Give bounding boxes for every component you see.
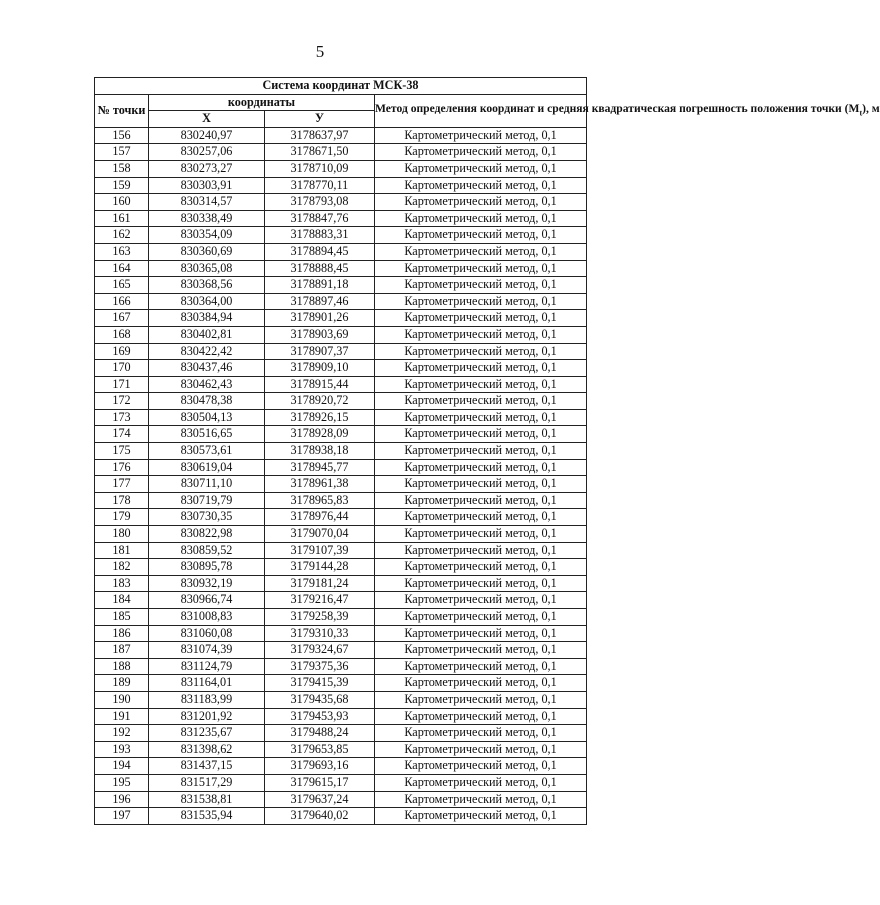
x-coordinate-cell: 830257,06 bbox=[149, 144, 265, 161]
x-coordinate-cell: 830711,10 bbox=[149, 476, 265, 493]
y-coordinate-cell: 3179310,33 bbox=[265, 625, 375, 642]
method-cell: Картометрический метод, 0,1 bbox=[375, 144, 587, 161]
x-coordinate-cell: 831437,15 bbox=[149, 758, 265, 775]
x-coordinate-cell: 831060,08 bbox=[149, 625, 265, 642]
point-number-cell: 184 bbox=[95, 592, 149, 609]
x-coordinate-cell: 830966,74 bbox=[149, 592, 265, 609]
point-number-cell: 194 bbox=[95, 758, 149, 775]
point-number-cell: 183 bbox=[95, 575, 149, 592]
y-coordinate-cell: 3179435,68 bbox=[265, 691, 375, 708]
method-header bbox=[375, 94, 880, 127]
x-coordinate-cell: 830384,94 bbox=[149, 310, 265, 327]
table-row bbox=[95, 691, 587, 708]
table-row bbox=[95, 559, 587, 576]
point-number-cell: 195 bbox=[95, 774, 149, 791]
method-cell: Картометрический метод, 0,1 bbox=[375, 343, 587, 360]
method-cell: Картометрический метод, 0,1 bbox=[375, 476, 587, 493]
x-coordinate-cell: 831201,92 bbox=[149, 708, 265, 725]
x-header: X bbox=[149, 111, 265, 128]
method-cell: Картометрический метод, 0,1 bbox=[375, 492, 587, 509]
table-row bbox=[95, 293, 587, 310]
point-number-cell: 179 bbox=[95, 509, 149, 526]
table-row bbox=[95, 144, 587, 161]
x-coordinate-cell: 831517,29 bbox=[149, 774, 265, 791]
point-number-cell: 188 bbox=[95, 658, 149, 675]
point-number-cell: 176 bbox=[95, 459, 149, 476]
method-cell: Картометрический метод, 0,1 bbox=[375, 210, 587, 227]
point-number-cell: 177 bbox=[95, 476, 149, 493]
method-cell: Картометрический метод, 0,1 bbox=[375, 658, 587, 675]
x-coordinate-cell: 830719,79 bbox=[149, 492, 265, 509]
table-row bbox=[95, 326, 587, 343]
x-coordinate-cell: 830368,56 bbox=[149, 277, 265, 294]
x-coordinate-cell: 830462,43 bbox=[149, 376, 265, 393]
table-row bbox=[95, 708, 587, 725]
table-row bbox=[95, 741, 587, 758]
y-coordinate-cell: 3178793,08 bbox=[265, 194, 375, 211]
y-coordinate-cell: 3178945,77 bbox=[265, 459, 375, 476]
method-cell: Картометрический метод, 0,1 bbox=[375, 675, 587, 692]
method-cell: Картометрический метод, 0,1 bbox=[375, 260, 587, 277]
coordinate-system-title: Система координат МСК-38 bbox=[95, 78, 587, 95]
x-coordinate-cell: 830364,00 bbox=[149, 293, 265, 310]
table-row bbox=[95, 509, 587, 526]
x-coordinate-cell: 830360,69 bbox=[149, 243, 265, 260]
point-number-cell: 186 bbox=[95, 625, 149, 642]
point-number-cell: 168 bbox=[95, 326, 149, 343]
x-coordinate-cell: 830303,91 bbox=[149, 177, 265, 194]
y-coordinate-cell: 3178909,10 bbox=[265, 360, 375, 377]
method-cell: Картометрический метод, 0,1 bbox=[375, 227, 587, 244]
y-coordinate-cell: 3178847,76 bbox=[265, 210, 375, 227]
table-row bbox=[95, 526, 587, 543]
y-coordinate-cell: 3179415,39 bbox=[265, 675, 375, 692]
point-number-cell: 172 bbox=[95, 393, 149, 410]
point-number-cell: 171 bbox=[95, 376, 149, 393]
y-coordinate-cell: 3178961,38 bbox=[265, 476, 375, 493]
x-coordinate-cell: 830932,19 bbox=[149, 575, 265, 592]
table-row bbox=[95, 459, 587, 476]
point-number-cell: 166 bbox=[95, 293, 149, 310]
y-coordinate-cell: 3178671,50 bbox=[265, 144, 375, 161]
y-coordinate-cell: 3178938,18 bbox=[265, 443, 375, 460]
x-coordinate-cell: 830240,97 bbox=[149, 127, 265, 144]
point-number-cell: 189 bbox=[95, 675, 149, 692]
method-cell: Картометрический метод, 0,1 bbox=[375, 509, 587, 526]
point-number-cell: 190 bbox=[95, 691, 149, 708]
method-cell: Картометрический метод, 0,1 bbox=[375, 609, 587, 626]
y-coordinate-cell: 3178920,72 bbox=[265, 393, 375, 410]
point-number-cell: 167 bbox=[95, 310, 149, 327]
x-coordinate-cell: 830516,65 bbox=[149, 426, 265, 443]
point-number-cell: 192 bbox=[95, 725, 149, 742]
table-row bbox=[95, 243, 587, 260]
y-coordinate-cell: 3179640,02 bbox=[265, 808, 375, 825]
table-row bbox=[95, 343, 587, 360]
x-coordinate-cell: 831235,67 bbox=[149, 725, 265, 742]
table-row bbox=[95, 409, 587, 426]
table-row bbox=[95, 642, 587, 659]
x-coordinate-cell: 830422,42 bbox=[149, 343, 265, 360]
point-number-cell: 159 bbox=[95, 177, 149, 194]
point-number-cell: 175 bbox=[95, 443, 149, 460]
point-number-cell: 165 bbox=[95, 277, 149, 294]
method-cell: Картометрический метод, 0,1 bbox=[375, 127, 587, 144]
x-coordinate-cell: 830730,35 bbox=[149, 509, 265, 526]
x-coordinate-cell: 830859,52 bbox=[149, 542, 265, 559]
method-cell: Картометрический метод, 0,1 bbox=[375, 741, 587, 758]
y-coordinate-cell: 3178976,44 bbox=[265, 509, 375, 526]
method-cell: Картометрический метод, 0,1 bbox=[375, 791, 587, 808]
point-number-cell: 193 bbox=[95, 741, 149, 758]
point-number-cell: 178 bbox=[95, 492, 149, 509]
table-row bbox=[95, 542, 587, 559]
table-row bbox=[95, 476, 587, 493]
table-row bbox=[95, 160, 587, 177]
y-coordinate-cell: 3178888,45 bbox=[265, 260, 375, 277]
method-cell: Картометрический метод, 0,1 bbox=[375, 194, 587, 211]
table-row bbox=[95, 575, 587, 592]
x-coordinate-cell: 830314,57 bbox=[149, 194, 265, 211]
y-coordinate-cell: 3178883,31 bbox=[265, 227, 375, 244]
method-cell: Картометрический метод, 0,1 bbox=[375, 625, 587, 642]
method-header-subscript: t bbox=[859, 108, 863, 118]
y-coordinate-cell: 3179375,36 bbox=[265, 658, 375, 675]
table-row bbox=[95, 127, 587, 144]
table-row bbox=[95, 360, 587, 377]
x-coordinate-cell: 830619,04 bbox=[149, 459, 265, 476]
method-cell: Картометрический метод, 0,1 bbox=[375, 642, 587, 659]
y-coordinate-cell: 3178907,37 bbox=[265, 343, 375, 360]
point-number-cell: 174 bbox=[95, 426, 149, 443]
method-cell: Картометрический метод, 0,1 bbox=[375, 725, 587, 742]
table-row bbox=[95, 227, 587, 244]
point-number-cell: 181 bbox=[95, 542, 149, 559]
x-coordinate-cell: 830822,98 bbox=[149, 526, 265, 543]
y-coordinate-cell: 3179181,24 bbox=[265, 575, 375, 592]
method-cell: Картометрический метод, 0,1 bbox=[375, 409, 587, 426]
table-row bbox=[95, 260, 587, 277]
table-row bbox=[95, 725, 587, 742]
y-coordinate-cell: 3178891,18 bbox=[265, 277, 375, 294]
method-cell: Картометрический метод, 0,1 bbox=[375, 808, 587, 825]
y-coordinate-cell: 3178770,11 bbox=[265, 177, 375, 194]
point-number-cell: 173 bbox=[95, 409, 149, 426]
y-coordinate-cell: 3179216,47 bbox=[265, 592, 375, 609]
table-row bbox=[95, 310, 587, 327]
method-header-end: ), м bbox=[862, 101, 880, 115]
x-coordinate-cell: 831074,39 bbox=[149, 642, 265, 659]
table-row bbox=[95, 808, 587, 825]
x-coordinate-cell: 831164,01 bbox=[149, 675, 265, 692]
table-row bbox=[95, 774, 587, 791]
point-number-cell: 197 bbox=[95, 808, 149, 825]
y-coordinate-cell: 3178894,45 bbox=[265, 243, 375, 260]
y-coordinate-cell: 3179258,39 bbox=[265, 609, 375, 626]
y-coordinate-cell: 3179693,16 bbox=[265, 758, 375, 775]
table-body bbox=[95, 127, 587, 824]
y-coordinate-cell: 3179453,93 bbox=[265, 708, 375, 725]
point-number-cell: 163 bbox=[95, 243, 149, 260]
y-coordinate-cell: 3178901,26 bbox=[265, 310, 375, 327]
table-row bbox=[95, 675, 587, 692]
coordinates-table bbox=[94, 77, 880, 825]
y-coordinate-cell: 3178926,15 bbox=[265, 409, 375, 426]
table-row bbox=[95, 592, 587, 609]
x-coordinate-cell: 831124,79 bbox=[149, 658, 265, 675]
x-coordinate-cell: 830895,78 bbox=[149, 559, 265, 576]
point-number-cell: 160 bbox=[95, 194, 149, 211]
page-number: 5 bbox=[315, 42, 325, 61]
y-header: У bbox=[265, 111, 375, 128]
x-coordinate-cell: 831535,94 bbox=[149, 808, 265, 825]
y-coordinate-cell: 3178637,97 bbox=[265, 127, 375, 144]
method-cell: Картометрический метод, 0,1 bbox=[375, 575, 587, 592]
method-cell: Картометрический метод, 0,1 bbox=[375, 708, 587, 725]
method-cell: Картометрический метод, 0,1 bbox=[375, 592, 587, 609]
table-row bbox=[95, 277, 587, 294]
point-number-cell: 157 bbox=[95, 144, 149, 161]
table-row bbox=[95, 376, 587, 393]
method-cell: Картометрический метод, 0,1 bbox=[375, 691, 587, 708]
table-row bbox=[95, 194, 587, 211]
point-number-cell: 161 bbox=[95, 210, 149, 227]
point-number-cell: 185 bbox=[95, 609, 149, 626]
table-row bbox=[95, 609, 587, 626]
point-number-cell: 182 bbox=[95, 559, 149, 576]
y-coordinate-cell: 3179144,28 bbox=[265, 559, 375, 576]
method-cell: Картометрический метод, 0,1 bbox=[375, 243, 587, 260]
table-row bbox=[95, 791, 587, 808]
x-coordinate-cell: 830573,61 bbox=[149, 443, 265, 460]
x-coordinate-cell: 830354,09 bbox=[149, 227, 265, 244]
method-cell: Картометрический метод, 0,1 bbox=[375, 526, 587, 543]
y-coordinate-cell: 3178928,09 bbox=[265, 426, 375, 443]
x-coordinate-cell: 830402,81 bbox=[149, 326, 265, 343]
y-coordinate-cell: 3178897,46 bbox=[265, 293, 375, 310]
method-cell: Картометрический метод, 0,1 bbox=[375, 160, 587, 177]
x-coordinate-cell: 830504,13 bbox=[149, 409, 265, 426]
method-cell: Картометрический метод, 0,1 bbox=[375, 310, 587, 327]
table-row bbox=[95, 658, 587, 675]
x-coordinate-cell: 830437,46 bbox=[149, 360, 265, 377]
table-row bbox=[95, 625, 587, 642]
x-coordinate-cell: 830273,27 bbox=[149, 160, 265, 177]
coordinates-header: координаты bbox=[149, 94, 375, 111]
point-number-cell: 156 bbox=[95, 127, 149, 144]
x-coordinate-cell: 830365,08 bbox=[149, 260, 265, 277]
method-cell: Картометрический метод, 0,1 bbox=[375, 360, 587, 377]
method-cell: Картометрический метод, 0,1 bbox=[375, 277, 587, 294]
x-coordinate-cell: 831398,62 bbox=[149, 741, 265, 758]
method-cell: Картометрический метод, 0,1 bbox=[375, 293, 587, 310]
point-number-cell: 180 bbox=[95, 526, 149, 543]
y-coordinate-cell: 3178903,69 bbox=[265, 326, 375, 343]
point-number-cell: 169 bbox=[95, 343, 149, 360]
x-coordinate-cell: 831183,99 bbox=[149, 691, 265, 708]
point-number-cell: 187 bbox=[95, 642, 149, 659]
method-cell: Картометрический метод, 0,1 bbox=[375, 326, 587, 343]
point-number-cell: 191 bbox=[95, 708, 149, 725]
table-row bbox=[95, 492, 587, 509]
method-cell: Картометрический метод, 0,1 bbox=[375, 393, 587, 410]
y-coordinate-cell: 3179324,67 bbox=[265, 642, 375, 659]
table-row bbox=[95, 177, 587, 194]
x-coordinate-cell: 831008,83 bbox=[149, 609, 265, 626]
method-cell: Картометрический метод, 0,1 bbox=[375, 443, 587, 460]
table-row bbox=[95, 443, 587, 460]
y-coordinate-cell: 3179653,85 bbox=[265, 741, 375, 758]
method-cell: Картометрический метод, 0,1 bbox=[375, 758, 587, 775]
table-header bbox=[95, 78, 880, 128]
point-number-cell: 196 bbox=[95, 791, 149, 808]
point-number-header: № точки bbox=[95, 94, 149, 127]
y-coordinate-cell: 3179488,24 bbox=[265, 725, 375, 742]
point-number-cell: 162 bbox=[95, 227, 149, 244]
y-coordinate-cell: 3178915,44 bbox=[265, 376, 375, 393]
method-cell: Картометрический метод, 0,1 bbox=[375, 426, 587, 443]
point-number-cell: 170 bbox=[95, 360, 149, 377]
x-coordinate-cell: 830478,38 bbox=[149, 393, 265, 410]
table-row bbox=[95, 758, 587, 775]
point-number-cell: 164 bbox=[95, 260, 149, 277]
method-header-text: Метод определения координат и средняя квадратическая погрешность положения точки (M bbox=[375, 101, 860, 115]
y-coordinate-cell: 3179107,39 bbox=[265, 542, 375, 559]
table-row bbox=[95, 210, 587, 227]
point-number-cell: 158 bbox=[95, 160, 149, 177]
y-coordinate-cell: 3179615,17 bbox=[265, 774, 375, 791]
y-coordinate-cell: 3179637,24 bbox=[265, 791, 375, 808]
y-coordinate-cell: 3178965,83 bbox=[265, 492, 375, 509]
method-cell: Картометрический метод, 0,1 bbox=[375, 542, 587, 559]
x-coordinate-cell: 831538,81 bbox=[149, 791, 265, 808]
x-coordinate-cell: 830338,49 bbox=[149, 210, 265, 227]
method-cell: Картометрический метод, 0,1 bbox=[375, 774, 587, 791]
method-cell: Картометрический метод, 0,1 bbox=[375, 559, 587, 576]
method-cell: Картометрический метод, 0,1 bbox=[375, 459, 587, 476]
table-row bbox=[95, 393, 587, 410]
table-row bbox=[95, 426, 587, 443]
y-coordinate-cell: 3178710,09 bbox=[265, 160, 375, 177]
method-cell: Картометрический метод, 0,1 bbox=[375, 376, 587, 393]
method-cell: Картометрический метод, 0,1 bbox=[375, 177, 587, 194]
y-coordinate-cell: 3179070,04 bbox=[265, 526, 375, 543]
